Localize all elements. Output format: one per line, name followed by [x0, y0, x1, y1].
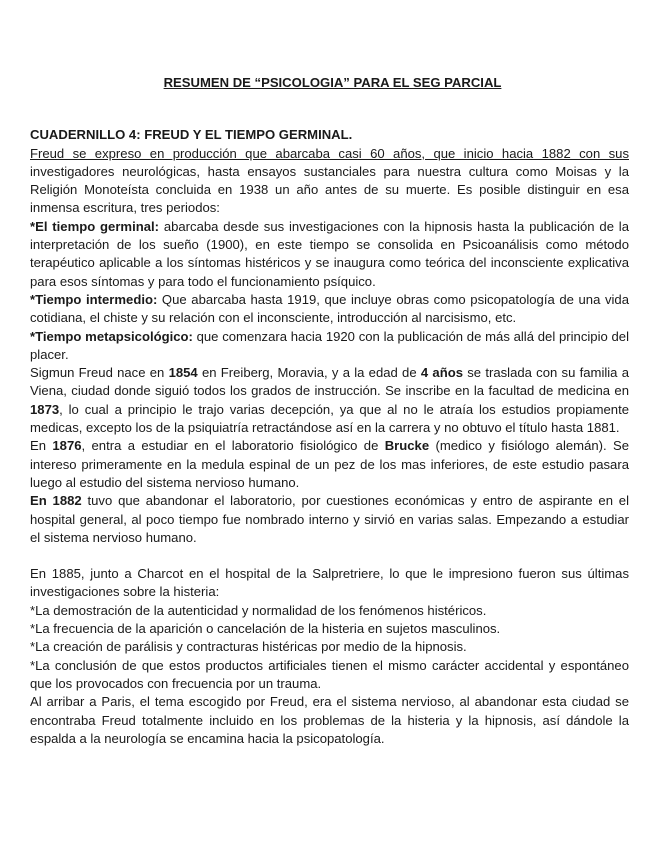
bio-paragraph-3: [30, 492, 629, 547]
bio-text: se traslada con su familia a Viena, ciudad donde siguió todos los grados de instrucción. Se inscribe en la facultad de medicina en: [30, 365, 629, 399]
bio-text: En: [30, 438, 53, 454]
bio-bold: 1854: [168, 365, 198, 381]
intro-underlined-text: Freud se expreso en producción que abarcaba casi 60 años, que inicio hacia 1882 con sus: [30, 145, 629, 161]
period-text: que comenzara hacia 1920 con la publicación de más allá del principio del placer.: [30, 328, 629, 362]
bio-text: Sigmun Freud nace en: [30, 365, 169, 381]
period-text: Que abarcaba hasta 1919, que incluye obras como psicopatología de una vida cotidiana, el chiste y su relación con el inconsciente, introducción al narcisismo, etc.: [30, 291, 629, 326]
period-germinal: [30, 218, 629, 291]
period-label: *Tiempo intermedio:: [30, 291, 158, 307]
bio-paragraph-1: [30, 364, 629, 437]
period-label: *Tiempo metapsicológico:: [30, 328, 193, 344]
document-title: RESUMEN DE “PSICOLOGIA” PARA EL SEG PARCIAL: [163, 75, 502, 90]
bio-text: , lo cual a principio le trajo varias decepción, ya que al no le atraía los estudios propiamente medicas, excepto los de la psiquiatría retractándose así en la carrera y no obtuvo el título hasta 1881.: [30, 401, 629, 436]
closing-paragraph: Al arribar a Paris, el tema escogido por Freud, era el sistema nervioso, al abandonar esta ciudad se encontraba Freud totalmente incluido en los problemas de la histeria y la hipnosis, así dándole la espalda a la neurología se encamina hacia la psicopatología.: [30, 694, 629, 746]
bio-text: (medico y fisiólogo alemán). Se intereso primeramente en la medula espinal de un pez de los mas inferiores, de este estudio pasara luego al estudio del sistema nervioso humano.: [30, 438, 629, 490]
bio-bold: Brucke: [384, 438, 430, 454]
period-text: abarcaba desde sus investigaciones con la hipnosis hasta la publicación de la interpretación de los sueño (1900), en este tiempo se consolida en Psicoanálisis como método terapéutico aplicable a los síntomas histéricos y se inaugura como teórica del inconsciente explicativa para esos síntomas y para todo el funcionamiento psíquico.: [30, 218, 629, 289]
bio-bold: 1876: [52, 438, 82, 454]
charcot-paragraph: En 1885, junto a Charcot en el hospital de la Salpretriere, lo que le impresiono fueron sus últimas investigaciones sobre la histeria:: [30, 566, 629, 600]
period-metapsicologico: [30, 328, 629, 365]
intro-paragraph: [30, 145, 629, 218]
paragraph-gap: [30, 547, 629, 565]
bio-paragraph-2: [30, 437, 629, 492]
bio-bold: 1873: [30, 401, 60, 417]
bio-text: tuvo que abandonar el laboratorio, por cuestiones económicas y entro de aspirante en el hospital general, al poco tiempo fue nombrado interno y sirvió en varias salas. Empezando a estudiar el sistema nervioso humano.: [30, 493, 630, 545]
charcot-item: *La creación de parálisis y contracturas histéricas por medio de la hipnosis.: [30, 639, 467, 655]
period-intermedio: [30, 291, 629, 328]
bio-bold: 4 años: [420, 365, 463, 381]
intro-text: investigadores neurológicas, hasta ensayos sustanciales para nuestra cultura como Moisas y la Religión Monoteísta concluida en 1938 un año antes de su muerte. Es posible distinguir en esa inmensa escritura, tres periodos:: [30, 163, 629, 216]
bio-text: en Freiberg, Moravia, y a la edad de: [197, 365, 421, 381]
charcot-item: *La frecuencia de la aparición o cancelación de la histeria en sujetos masculinos.: [30, 621, 501, 637]
section-heading: CUADERNILLO 4: FREUD Y EL TIEMPO GERMINAL.: [30, 127, 353, 143]
bio-bold: En 1882: [30, 493, 82, 509]
charcot-item: *La conclusión de que estos productos artificiales tienen el mismo carácter accidental y espontáneo que los provocados con frecuencia por un trauma.: [30, 657, 629, 691]
bio-text: , entra a estudiar en el laboratorio fisiológico de: [81, 438, 385, 454]
period-label: *El tiempo germinal:: [30, 218, 159, 234]
charcot-item: *La demostración de la autenticidad y normalidad de los fenómenos histéricos.: [30, 602, 487, 618]
